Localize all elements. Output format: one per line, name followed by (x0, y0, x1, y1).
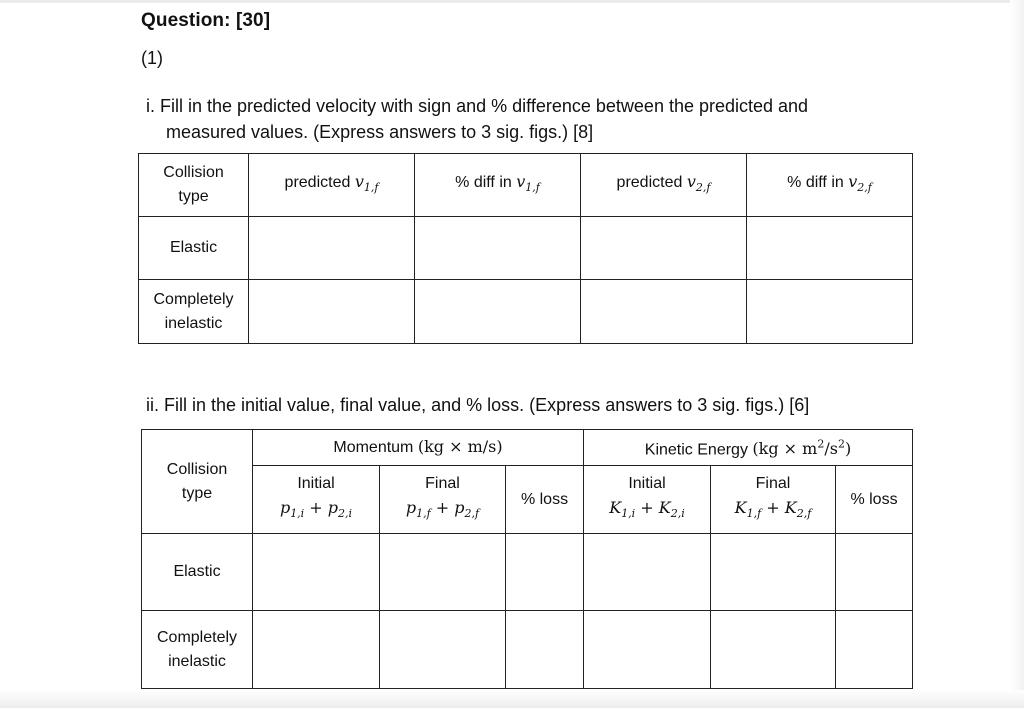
v2f-symbol-2 (848, 171, 872, 195)
answer-cell[interactable] (506, 611, 584, 689)
row-type-line2: inelastic (168, 652, 226, 670)
ke-label: Kinetic Energy (644, 441, 748, 459)
momentum-units (418, 437, 503, 456)
v2f-symbol (686, 171, 711, 195)
header-momentum-loss: % loss (506, 466, 584, 534)
v1f-sub-2: 1,f (525, 181, 540, 195)
row-type-label (142, 534, 253, 611)
answer-cell[interactable] (711, 611, 836, 689)
initial-label: Initial (628, 475, 666, 493)
expr-op: + (430, 498, 455, 518)
table2-header-row2 (142, 466, 913, 534)
expr-sub: 2,i (670, 507, 685, 521)
answer-cell[interactable] (249, 217, 415, 280)
k-final-expr (711, 496, 835, 526)
expr-op: + (304, 498, 328, 518)
header-collision-type (142, 430, 253, 534)
p-initial-expr (253, 496, 379, 526)
row-type-line1: Completely (153, 290, 234, 308)
answer-cell[interactable] (711, 534, 836, 611)
page-top-edge (0, 0, 1024, 3)
expr-var: K (734, 498, 747, 518)
ke-units-sup2: 2 (837, 437, 845, 451)
velocity-table-header (139, 154, 913, 217)
question-number: (1) (141, 48, 163, 68)
expr-var: p (279, 498, 291, 518)
v1f-var: v (354, 171, 364, 191)
row-type-line1: Elastic (169, 239, 218, 256)
table2-row-elastic (142, 534, 913, 611)
table2-row-inelastic (142, 611, 913, 689)
expr-sub: 2,f (464, 507, 480, 521)
header-collision-line2: type (178, 188, 209, 205)
velocity-row-elastic (139, 217, 913, 280)
page-right-edge (1010, 0, 1024, 708)
answer-cell[interactable] (253, 611, 380, 689)
part-ii-instruction: ii. Fill in the initial value, final value, and % loss. (Express answers to 3 sig. figs.) [6] (146, 395, 810, 415)
p-final-expr (380, 496, 505, 526)
header-diff-v1f-label: % diff in (455, 173, 512, 191)
header-diff-v1f (415, 154, 581, 217)
ke-units-a: (kg × m (752, 439, 818, 459)
expr-sub: 2,f (796, 507, 812, 521)
answer-cell[interactable] (747, 217, 913, 280)
expr-sub: 1,i (290, 507, 305, 521)
expr-sub: 1,i (621, 507, 636, 521)
expr-var: p (327, 498, 339, 518)
answer-cell[interactable] (380, 534, 506, 611)
ke-units (752, 439, 851, 458)
header-collision-line1: Collision (166, 460, 228, 478)
header-momentum (253, 430, 584, 466)
answer-cell[interactable] (415, 217, 581, 280)
expr-sub: 1,f (416, 507, 431, 521)
velocity-table (138, 153, 913, 344)
answer-cell[interactable] (836, 534, 913, 611)
header-p-initial (253, 466, 380, 534)
ke-units-sup1: 2 (817, 437, 825, 451)
answer-cell[interactable] (380, 611, 506, 689)
expr-var: p (405, 498, 417, 518)
header-k-final (711, 466, 836, 534)
answer-cell[interactable] (253, 534, 380, 611)
header-diff-v2f (747, 154, 913, 217)
expr-var: p (454, 498, 465, 518)
velocity-row-inelastic (139, 280, 913, 344)
v2f-sub-2: 2,f (857, 181, 872, 195)
row-type-label (142, 611, 253, 689)
question-title: Question: [30] (141, 10, 271, 31)
header-k-initial (584, 466, 711, 534)
v1f-var-2: v (516, 171, 526, 191)
expr-op: + (761, 498, 785, 518)
row-type-label (139, 280, 249, 344)
expr-op: + (635, 498, 659, 518)
header-diff-v2f-label: % diff in (787, 173, 844, 191)
final-label: Final (425, 475, 460, 493)
expr-sub: 2,i (338, 507, 353, 521)
header-predicted-v1f (249, 154, 415, 217)
expr-var: K (658, 498, 671, 518)
part-i-line2: measured values. (Express answers to 3 sig. figs.) [8] (166, 122, 594, 142)
header-predicted-v1f-label: predicted (284, 173, 351, 191)
momentum-units-text: (kg × m/s) (417, 437, 503, 456)
header-kinetic-energy (584, 430, 913, 466)
ke-units-b: /s (824, 439, 838, 459)
answer-cell[interactable] (836, 611, 913, 689)
initial-label: Initial (297, 475, 335, 493)
momentum-energy-table (141, 429, 913, 689)
row-type-line1: Elastic (173, 563, 221, 580)
row-type-line2: inelastic (164, 314, 223, 332)
v1f-sub: 1,f (363, 181, 379, 195)
v1f-symbol-2 (516, 171, 540, 195)
part-i-line1: i. Fill in the predicted velocity with sign and % difference between the predicted and (146, 96, 809, 116)
header-predicted-v2f-label: predicted (616, 173, 683, 191)
table2-header-row1 (142, 430, 913, 466)
answer-cell[interactable] (747, 280, 913, 344)
answer-cell[interactable] (581, 217, 747, 280)
header-collision-line1: Collision (163, 164, 224, 181)
final-label: Final (755, 475, 791, 493)
answer-cell[interactable] (506, 534, 584, 611)
answer-cell[interactable] (581, 280, 747, 344)
answer-cell[interactable] (249, 280, 415, 344)
v1f-symbol (354, 171, 379, 195)
page-bottom-edge (0, 690, 1024, 708)
row-type-label (139, 217, 249, 280)
header-collision-type (139, 154, 249, 217)
v2f-var: v (686, 171, 696, 191)
ke-units-c: ) (844, 439, 852, 459)
header-collision-line2: type (181, 484, 213, 502)
v2f-sub: 2,f (695, 181, 711, 195)
row-type-line1: Completely (156, 628, 238, 646)
expr-sub: 1,f (746, 507, 762, 521)
answer-cell[interactable] (584, 611, 711, 689)
part-i-instruction (146, 93, 926, 145)
momentum-label: Momentum (333, 439, 414, 456)
answer-cell[interactable] (584, 534, 711, 611)
header-p-final (380, 466, 506, 534)
expr-var: K (609, 498, 622, 518)
expr-var: K (784, 498, 797, 518)
v2f-var-2: v (848, 171, 858, 191)
header-predicted-v2f (581, 154, 747, 217)
k-initial-expr (584, 496, 710, 526)
answer-cell[interactable] (415, 280, 581, 344)
header-ke-loss: % loss (836, 466, 913, 534)
